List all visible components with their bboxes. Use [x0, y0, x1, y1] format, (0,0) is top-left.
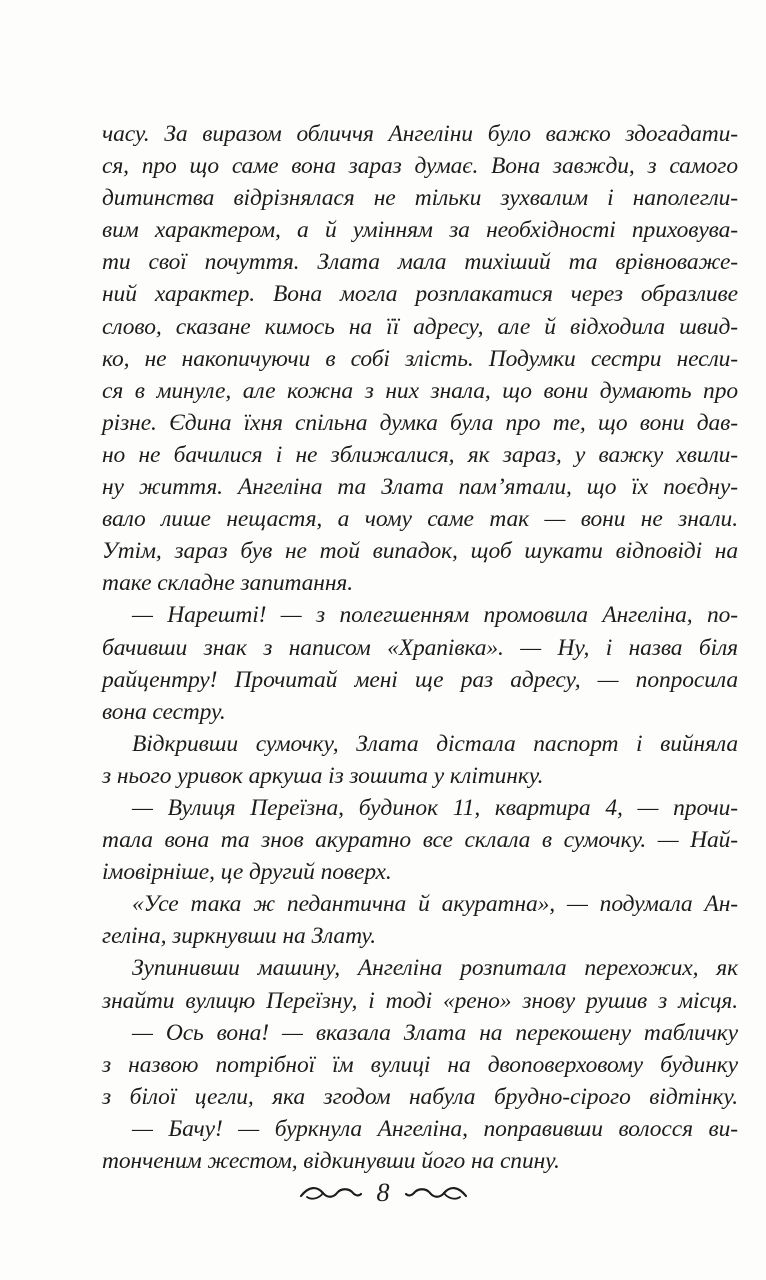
text-line: імовірніше, це другий поверх.	[102, 859, 392, 886]
text-line: бачивши знак з написом «Храпівка». — Ну, і назва біля	[102, 634, 738, 661]
page-number: 8	[376, 1178, 390, 1207]
text-line: геліна, зиркнувши на Злату.	[102, 923, 376, 950]
text-line: дитинства відрізнялася не тільки зухвалим і наполегли-	[102, 185, 738, 212]
text-line: Утім, зараз був не той випадок, щоб шукати відповіді на	[102, 538, 738, 565]
text-line: Відкривши сумочку, Злата дістала паспорт і вийняла	[132, 730, 738, 757]
text-line: — Вулиця Переїзна, будинок 11, квартира 4, — прочи-	[132, 794, 738, 821]
text-line: ся, про що саме вона зараз думає. Вона завжди, з самого	[102, 153, 738, 180]
text-line: з нього уривок аркуша із зошита у клітинку.	[102, 762, 544, 789]
text-line: вим характером, а й умінням за необхідності приховува-	[102, 217, 738, 244]
text-line: — Бачу! — буркнула Ангеліна, поправивши волосся ви-	[132, 1115, 738, 1142]
text-line: ти свої почуття. Злата мала тихіший та врівноваже-	[102, 249, 738, 276]
page-footer	[0, 1178, 766, 1208]
text-line: таке складне запитання.	[102, 570, 353, 597]
text-line: вало лише нещастя, а чому саме так — вони не знали.	[102, 506, 738, 533]
text-line: знайти вулицю Переїзну, і тоді «рено» знову рушив з місця.	[102, 987, 738, 1014]
text-line: з назвою потрібної їм вулиці на двоповерховому будинку	[102, 1051, 738, 1078]
text-line: ний характер. Вона могла розплакатися через образливе	[102, 281, 738, 308]
text-line: ну життя. Ангеліна та Злата пам’ятали, що їх поєдну-	[102, 474, 738, 501]
text-line: «Усе така ж педантична й акуратна», — подумала Ан-	[132, 891, 738, 918]
text-line: вона сестру.	[102, 698, 226, 725]
body-text	[102, 118, 738, 1177]
text-line: слово, сказане кимось на її адресу, але й відходила швид-	[102, 313, 738, 340]
flourish-right-icon	[404, 1184, 468, 1202]
text-line: райцентру! Прочитай мені ще раз адресу, — попросила	[102, 666, 738, 693]
text-line: тала вона та знов акуратно все склала в сумочку. — Най-	[102, 827, 738, 854]
text-line: часу. За виразом обличчя Ангеліни було важко здогадати-	[102, 121, 738, 147]
text-line: но не бачилися і не зближалися, як зараз, у важку хвили-	[102, 441, 738, 468]
text-line: — Нарешті! — з полегшенням промовила Ангеліна, по-	[132, 602, 738, 629]
text-line: ко, не накопичуючи в собі злість. Подумки сестри несли-	[102, 345, 738, 372]
text-line: з білої цегли, яка згодом набула брудно-сірого відтінку.	[102, 1083, 738, 1110]
text-line: ся в минуле, але кожна з них знала, що вони думають про	[102, 377, 738, 404]
text-line: тонченим жестом, відкинувши його на спину.	[102, 1148, 560, 1174]
flourish-left-icon	[299, 1184, 363, 1202]
text-line: різне. Єдина їхня спільна думка була про те, що вони дав-	[102, 409, 738, 436]
text-line: Зупинивши машину, Ангеліна розпитала перехожих, як	[132, 955, 738, 982]
text-line: — Ось вона! — вказала Злата на перекошену табличку	[132, 1019, 738, 1046]
